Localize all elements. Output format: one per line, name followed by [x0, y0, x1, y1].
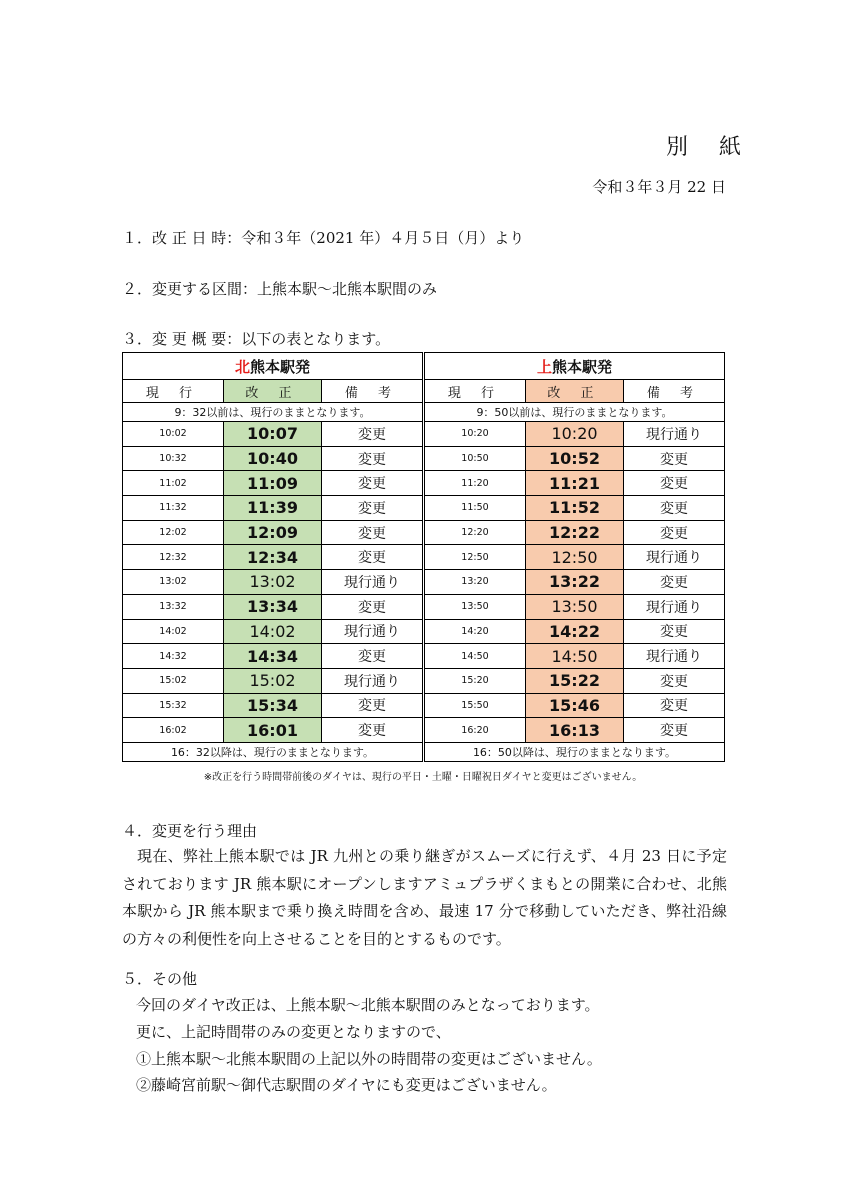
current-time-right: 10:50	[425, 446, 526, 471]
section-change-summary: ３．変 更 概 要：以下の表となります。	[122, 330, 391, 348]
remarks-left: 現行通り	[322, 668, 423, 693]
current-time-right: 13:50	[425, 594, 526, 619]
revised-time-left: 11:39	[224, 496, 322, 521]
revised-time-left: 16:01	[224, 718, 322, 743]
revised-time-right: 11:21	[526, 471, 624, 496]
current-time-right: 16:20	[425, 718, 526, 743]
current-time-left: 10:02	[123, 422, 224, 447]
current-time-left: 12:32	[123, 545, 224, 570]
revised-time-right: 10:52	[526, 446, 624, 471]
remarks-left: 変更	[322, 644, 423, 669]
revised-time-right: 15:22	[526, 668, 624, 693]
revised-time-left: 13:02	[224, 570, 322, 595]
table-row	[123, 545, 725, 570]
remarks-right: 現行通り	[624, 422, 725, 447]
table-row	[123, 718, 725, 743]
document-date: 令和３年３月 22 日	[592, 178, 726, 196]
remarks-right: 変更	[624, 693, 725, 718]
remarks-left: 変更	[322, 471, 423, 496]
remarks-right: 変更	[624, 471, 725, 496]
remarks-right: 現行通り	[624, 545, 725, 570]
after-note-left: 16：32以降は、現行のままとなります。	[123, 742, 423, 761]
remarks-left: 変更	[322, 693, 423, 718]
timetable	[122, 352, 725, 762]
current-time-right: 15:50	[425, 693, 526, 718]
before-note-left: 9：32以前は、現行のままとなります。	[123, 403, 423, 422]
revised-time-left: 15:02	[224, 668, 322, 693]
col-current-left: 現 行	[123, 380, 224, 403]
reason-paragraph: 現在、弊社上熊本駅では JR 九州との乗り継ぎがスムーズに行えず、４月 23 日に予定されております JR 熊本駅にオープンしますアミュプラザくまもとの開業に合わせ、北熊本駅から JR 熊本駅まで乗り換え時間を含め、最速 17 分で移動していただき、弊社沿線の方々の利便性を向上させることを目的とするものです。	[122, 847, 727, 948]
title-accent-kita: 北	[234, 357, 250, 376]
revised-time-left: 10:07	[224, 422, 322, 447]
revised-time-right: 12:22	[526, 520, 624, 545]
revised-time-right: 10:20	[526, 422, 624, 447]
remarks-left: 変更	[322, 446, 423, 471]
table-row	[123, 594, 725, 619]
current-time-right: 11:50	[425, 496, 526, 521]
col-remarks-right: 備 考	[624, 380, 725, 403]
remarks-left: 変更	[322, 594, 423, 619]
revised-time-right: 15:46	[526, 693, 624, 718]
remarks-right: 現行通り	[624, 594, 725, 619]
current-time-left: 14:32	[123, 644, 224, 669]
table-row	[123, 693, 725, 718]
current-time-left: 11:32	[123, 496, 224, 521]
revised-time-left: 13:34	[224, 594, 322, 619]
other-line: ②藤崎宮前駅～御代志駅間のダイヤにも変更はございません。	[136, 1076, 557, 1094]
other-line: 今回のダイヤ改正は、上熊本駅～北熊本駅間のみとなっております。	[136, 996, 600, 1014]
revised-time-left: 15:34	[224, 693, 322, 718]
current-time-left: 14:02	[123, 619, 224, 644]
current-time-left: 13:02	[123, 570, 224, 595]
timetable-footnote: ※改正を行う時間帯前後のダイヤは、現行の平日・土曜・日曜祝日ダイヤと変更はございません。	[203, 772, 643, 783]
remarks-left: 現行通り	[322, 570, 423, 595]
remarks-left: 現行通り	[322, 619, 423, 644]
revised-time-left: 12:09	[224, 520, 322, 545]
current-time-right: 15:20	[425, 668, 526, 693]
remarks-left: 変更	[322, 422, 423, 447]
revised-time-right: 14:22	[526, 619, 624, 644]
revised-time-right: 16:13	[526, 718, 624, 743]
table-row	[123, 520, 725, 545]
current-time-left: 11:02	[123, 471, 224, 496]
before-note-right: 9：50以前は、現行のままとなります。	[425, 403, 725, 422]
current-time-left: 10:32	[123, 446, 224, 471]
current-time-right: 14:50	[425, 644, 526, 669]
remarks-left: 変更	[322, 520, 423, 545]
remarks-right: 変更	[624, 668, 725, 693]
current-time-right: 11:20	[425, 471, 526, 496]
current-time-left: 15:02	[123, 668, 224, 693]
table-row	[123, 471, 725, 496]
other-line: ①上熊本駅～北熊本駅間の上記以外の時間帯の変更はございません。	[136, 1050, 602, 1068]
title-rest-left: 熊本駅発	[250, 357, 311, 376]
kamikumamoto-departure-title	[425, 353, 725, 380]
table-row	[123, 446, 725, 471]
section-reason: ４．変更を行う理由	[122, 822, 258, 840]
revised-time-left: 14:02	[224, 619, 322, 644]
current-time-left: 15:32	[123, 693, 224, 718]
section-revision-date: １．改 正 日 時：令和３年（2021 年）４月５日（月）より	[122, 229, 525, 247]
section-other: ５．その他	[122, 970, 198, 988]
current-time-right: 13:20	[425, 570, 526, 595]
remarks-right: 変更	[624, 619, 725, 644]
table-row	[123, 422, 725, 447]
remarks-right: 変更	[624, 570, 725, 595]
remarks-left: 変更	[322, 496, 423, 521]
current-time-right: 14:20	[425, 619, 526, 644]
col-current-right: 現 行	[425, 380, 526, 403]
remarks-left: 変更	[322, 545, 423, 570]
revised-time-right: 14:50	[526, 644, 624, 669]
table-row	[123, 570, 725, 595]
remarks-right: 変更	[624, 496, 725, 521]
remarks-right: 変更	[624, 446, 725, 471]
current-time-left: 16:02	[123, 718, 224, 743]
remarks-right: 現行通り	[624, 644, 725, 669]
table-row	[123, 668, 725, 693]
col-revised-left: 改 正	[224, 380, 322, 403]
revised-time-left: 10:40	[224, 446, 322, 471]
col-revised-right: 改 正	[526, 380, 624, 403]
title-accent-kami: 上	[536, 357, 552, 376]
revised-time-right: 11:52	[526, 496, 624, 521]
current-time-left: 12:02	[123, 520, 224, 545]
remarks-right: 変更	[624, 520, 725, 545]
revised-time-left: 12:34	[224, 545, 322, 570]
current-time-left: 13:32	[123, 594, 224, 619]
revised-time-right: 13:50	[526, 594, 624, 619]
document-label: 別 紙	[666, 135, 753, 160]
col-remarks-left: 備 考	[322, 380, 423, 403]
kitakumamoto-departure-title	[123, 353, 423, 380]
title-rest-right: 熊本駅発	[552, 357, 613, 376]
current-time-right: 12:20	[425, 520, 526, 545]
table-row	[123, 496, 725, 521]
revised-time-right: 13:22	[526, 570, 624, 595]
revised-time-right: 12:50	[526, 545, 624, 570]
remarks-left: 変更	[322, 718, 423, 743]
after-note-right: 16：50以降は、現行のままとなります。	[425, 742, 725, 761]
current-time-right: 10:20	[425, 422, 526, 447]
revised-time-left: 11:09	[224, 471, 322, 496]
section-changed-segment: ２．変更する区間：上熊本駅～北熊本駅間のみ	[122, 280, 438, 298]
revised-time-left: 14:34	[224, 644, 322, 669]
table-row	[123, 619, 725, 644]
remarks-right: 変更	[624, 718, 725, 743]
table-row	[123, 644, 725, 669]
current-time-right: 12:50	[425, 545, 526, 570]
other-line: 更に、上記時間帯のみの変更となりますので、	[136, 1023, 451, 1041]
